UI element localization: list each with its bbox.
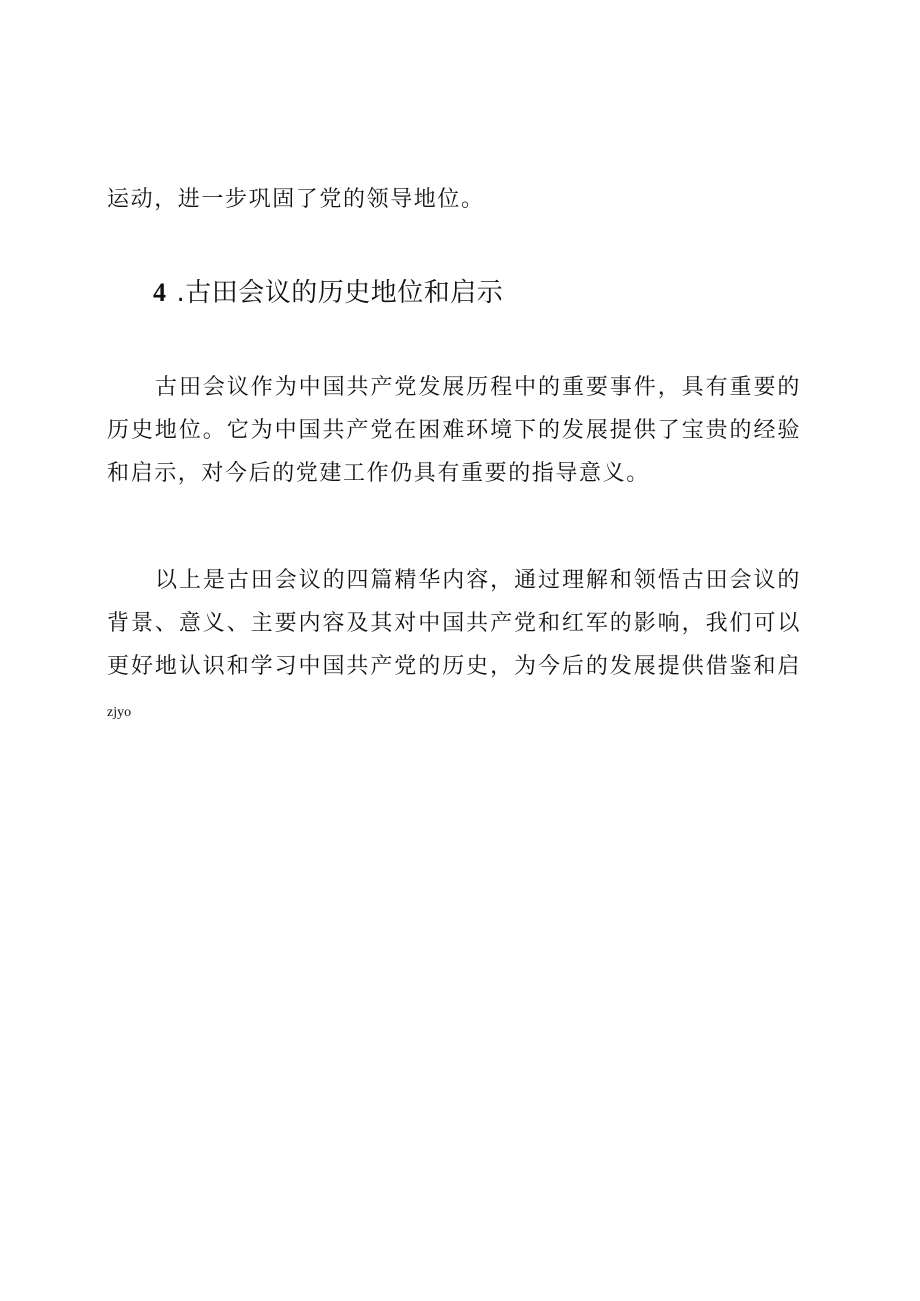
summary-text-tail: zjyo bbox=[107, 705, 132, 720]
body-paragraph-historical-status: 古田会议作为中国共产党发展历程中的重要事件，具有重要的历史地位。它为中国共产党在困难环境下的发展提供了宝贵的经验和启示，对今后的党建工作仍具有重要的指导意义。 bbox=[107, 375, 801, 486]
body-paragraph-summary bbox=[107, 559, 801, 734]
continuation-paragraph: 运动，进一步巩固了党的领导地位。 bbox=[107, 187, 485, 212]
section-heading bbox=[153, 272, 503, 314]
summary-text: 以上是古田会议的四篇精华内容，通过理解和领悟古田会议的背景、意义、主要内容及其对中国共产党和红军的影响，我们可以更好地认识和学习中国共产党的历史，为今后的发展提供借鉴和启 bbox=[107, 568, 801, 679]
section-title: .古田会议的历史地位和启示 bbox=[176, 278, 504, 308]
section-number: 4 bbox=[153, 278, 167, 307]
